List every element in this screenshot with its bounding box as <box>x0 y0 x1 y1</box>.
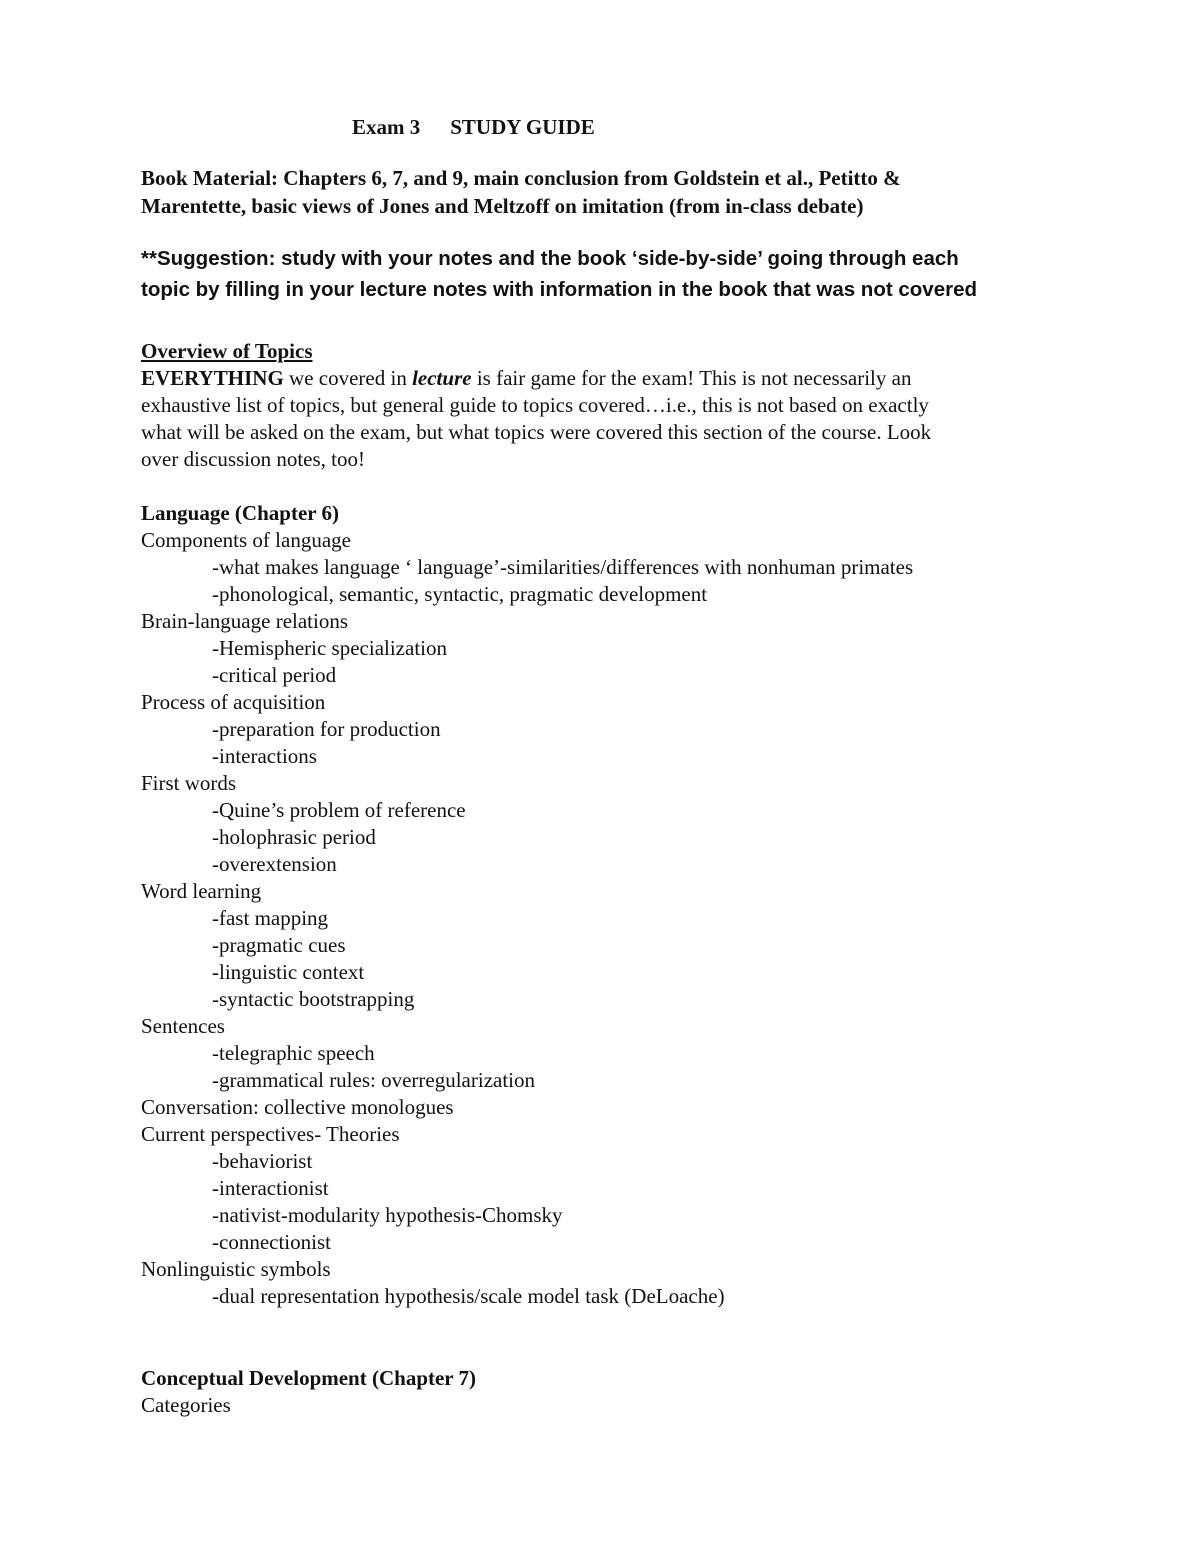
topic-first-words: First words <box>141 771 237 795</box>
title-exam: Exam 3 <box>352 115 421 139</box>
subtopic-connectionist: -connectionist <box>212 1230 331 1254</box>
topic-word-learning: Word learning <box>141 879 262 903</box>
subtopic-syntactic-bootstrapping: -syntactic bootstrapping <box>212 987 415 1011</box>
topic-conversation: Conversation: collective monologues <box>141 1095 454 1119</box>
subtopic-grammatical-rules: -grammatical rules: overregularization <box>212 1068 536 1092</box>
subtopic-fast-mapping: -fast mapping <box>212 906 329 930</box>
overview-line-2: exhaustive list of topics, but general guide to topics covered…i.e., this is not based on exactly <box>141 393 929 417</box>
subtopic-nativist: -nativist-modularity hypothesis-Chomsky <box>212 1203 563 1227</box>
book-material-line-2: Marentette, basic views of Jones and Meltzoff on imitation (from in-class debate) <box>141 194 864 218</box>
topic-sentences: Sentences <box>141 1014 225 1038</box>
subtopic-hemispheric: -Hemispheric specialization <box>212 636 447 660</box>
subtopic-overextension: -overextension <box>212 852 337 876</box>
overview-lecture: lecture <box>412 366 472 390</box>
subtopic-interactions: -interactions <box>212 744 317 768</box>
topic-brain-language: Brain-language relations <box>141 609 349 633</box>
subtopic-behaviorist: -behaviorist <box>212 1149 313 1173</box>
topic-nonlinguistic-symbols: Nonlinguistic symbols <box>141 1257 331 1281</box>
topic-current-perspectives: Current perspectives- Theories <box>141 1122 400 1146</box>
subtopic-dual-representation: -dual representation hypothesis/scale model task (DeLoache) <box>212 1284 725 1308</box>
suggestion-line-2: topic by filling in your lecture notes with information in the book that was not covered <box>141 278 978 301</box>
overview-line-1 <box>141 365 911 392</box>
overview-heading: Overview of Topics <box>141 339 313 363</box>
overview-line-3: what will be asked on the exam, but what topics were covered this section of the course. Look <box>141 420 932 444</box>
language-heading: Language (Chapter 6) <box>141 501 339 525</box>
topic-process-acquisition: Process of acquisition <box>141 690 326 714</box>
topic-categories: Categories <box>141 1393 231 1417</box>
overview-rest: is fair game for the exam! This is not necessarily an <box>471 366 912 390</box>
book-material-line-1: Book Material: Chapters 6, 7, and 9, main conclusion from Goldstein et al., Petitto & <box>141 166 901 190</box>
subtopic-pragmatic-cues: -pragmatic cues <box>212 933 346 957</box>
overview-mid: we covered in <box>283 366 413 390</box>
subtopic-preparation: -preparation for production <box>212 717 441 741</box>
subtopic-interactionist: -interactionist <box>212 1176 329 1200</box>
page-title <box>352 114 595 141</box>
topic-components: Components of language <box>141 528 351 552</box>
subtopic-holophrasic: -holophrasic period <box>212 825 376 849</box>
subtopic-linguistic-context: -linguistic context <box>212 960 365 984</box>
overview-everything: EVERYTHING <box>141 366 284 390</box>
subtopic-what-makes-language: -what makes language ‘ language’-similarities/differences with nonhuman primates <box>212 555 914 579</box>
subtopic-critical-period: -critical period <box>212 663 337 687</box>
subtopic-development: -phonological, semantic, syntactic, pragmatic development <box>212 582 708 606</box>
subtopic-quine: -Quine’s problem of reference <box>212 798 466 822</box>
title-guide: STUDY GUIDE <box>450 115 595 139</box>
suggestion-line-1: **Suggestion: study with your notes and the book ‘side-by-side’ going through each <box>141 247 959 270</box>
overview-line-4: over discussion notes, too! <box>141 447 365 471</box>
subtopic-telegraphic: -telegraphic speech <box>212 1041 375 1065</box>
conceptual-heading: Conceptual Development (Chapter 7) <box>141 1366 476 1390</box>
